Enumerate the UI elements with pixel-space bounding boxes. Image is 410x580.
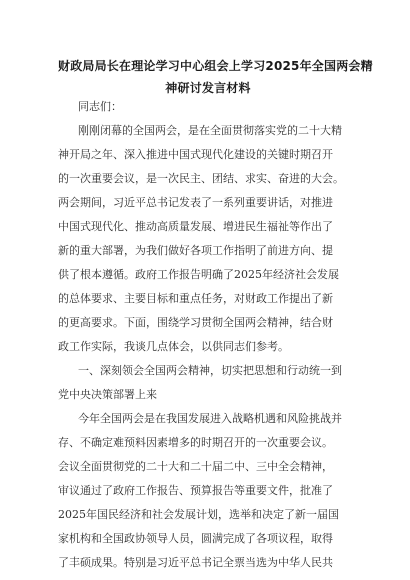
title-line-1: 财政局局长在理论学习中心组会上学习2025年全国两会精 — [58, 59, 373, 73]
body-line: 两会期间，习近平总书记发表了一系列重要讲话，对推进 — [58, 196, 333, 209]
body-line: 供了根本遵循。政府工作报告明确了2025年经济社会发展 — [58, 268, 339, 281]
body-line: 中国式现代化、推动高质量发展、增进民生福祉等作出了 — [58, 220, 333, 233]
section-heading-line: 党中央决策部署上来 — [58, 388, 157, 401]
body-line: 了丰硕成果。特别是习近平总书记全票当选为中华人民共 — [58, 556, 333, 569]
body-line: 家机构和全国政协领导人员，圆满完成了各项议程，取得 — [58, 532, 333, 545]
body-line: 神开局之年、深入推进中国式现代化建设的关键时期召开 — [58, 148, 333, 161]
greeting: 同志们： — [78, 100, 122, 113]
body-line: 2025年国民经济和社会发展计划，选举和决定了新一届国 — [58, 508, 339, 521]
body-line: 刚刚闭幕的全国两会，是在全面贯彻落实党的二十大精 — [78, 124, 342, 137]
body-line: 审议通过了政府工作报告、预算报告等重要文件，批准了 — [58, 484, 333, 497]
body-line: 政工作实际，我谈几点体会，以供同志们参考。 — [58, 340, 289, 353]
title-line-2: 神研讨发言材料 — [165, 81, 251, 95]
body-line: 新的重大部署，为我们做好各项工作指明了前进方向、提 — [58, 244, 333, 257]
document-title — [58, 55, 373, 99]
body-line: 的一次重要会议，是一次民主、团结、求实、奋进的大会。 — [58, 172, 344, 185]
body-line: 的更高要求。下面，围绕学习贯彻全国两会精神，结合财 — [58, 316, 333, 329]
body-line: 今年全国两会是在我国发展进入战略机遇和风险挑战并 — [78, 412, 342, 425]
section-heading-line: 一、深刻领会全国两会精神，切实把思想和行动统一到 — [78, 364, 342, 377]
body-line: 存、不确定难预料因素增多的时期召开的一次重要会议。 — [58, 436, 333, 449]
body-line: 会议全面贯彻党的二十大和二十届二中、三中全会精神， — [58, 460, 333, 473]
body-line: 的总体要求、主要目标和重点任务，对财政工作提出了新 — [58, 292, 333, 305]
